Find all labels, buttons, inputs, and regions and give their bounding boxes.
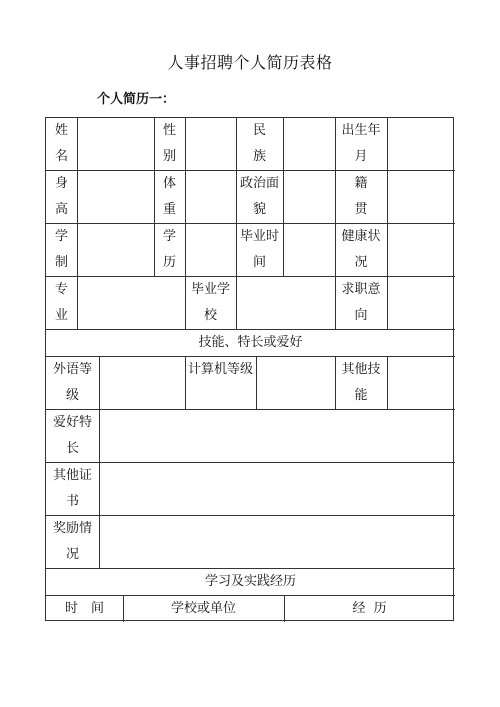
label-awards: 奖励情 况 <box>52 521 92 562</box>
header-time: 时 间 <box>64 601 104 616</box>
label-ethnicity: 民 族 <box>252 123 266 164</box>
label-other-skills: 其他技 能 <box>341 362 381 403</box>
label-graduation-time: 毕业时 间 <box>239 229 279 270</box>
label-birth-date: 出生年 月 <box>341 123 381 164</box>
label-language-level: 外语等 级 <box>52 362 92 403</box>
label-name: 姓 名 <box>54 123 68 164</box>
label-other-certificates: 其他证 书 <box>52 468 92 509</box>
resume-form-table <box>45 117 454 621</box>
label-school-system: 学 制 <box>54 229 68 270</box>
header-experience: 经 历 <box>352 601 387 616</box>
label-graduation-school: 毕业学 校 <box>190 282 230 323</box>
header-school-or-unit: 学校或单位 <box>170 601 236 616</box>
section-skills: 技能、特长或爱好 <box>198 335 303 350</box>
page-title: 人事招聘个人简历表格 <box>167 53 333 72</box>
label-native-place: 籍 贯 <box>354 176 368 217</box>
label-political-status: 政治面 貌 <box>239 176 279 217</box>
label-job-intention: 求职意 向 <box>341 282 381 323</box>
resume-subtitle: 个人简历一： <box>97 92 176 107</box>
label-major: 专 业 <box>54 282 68 323</box>
label-education: 学 历 <box>162 229 176 270</box>
label-weight: 体 重 <box>162 176 176 217</box>
label-height: 身 高 <box>54 176 68 217</box>
label-gender: 性 别 <box>162 123 176 164</box>
label-health: 健康状 况 <box>341 229 381 270</box>
label-computer-level: 计算机等级 <box>187 362 253 377</box>
section-experience: 学习及实践经历 <box>204 574 296 589</box>
label-hobbies: 爱好特 长 <box>52 415 92 456</box>
